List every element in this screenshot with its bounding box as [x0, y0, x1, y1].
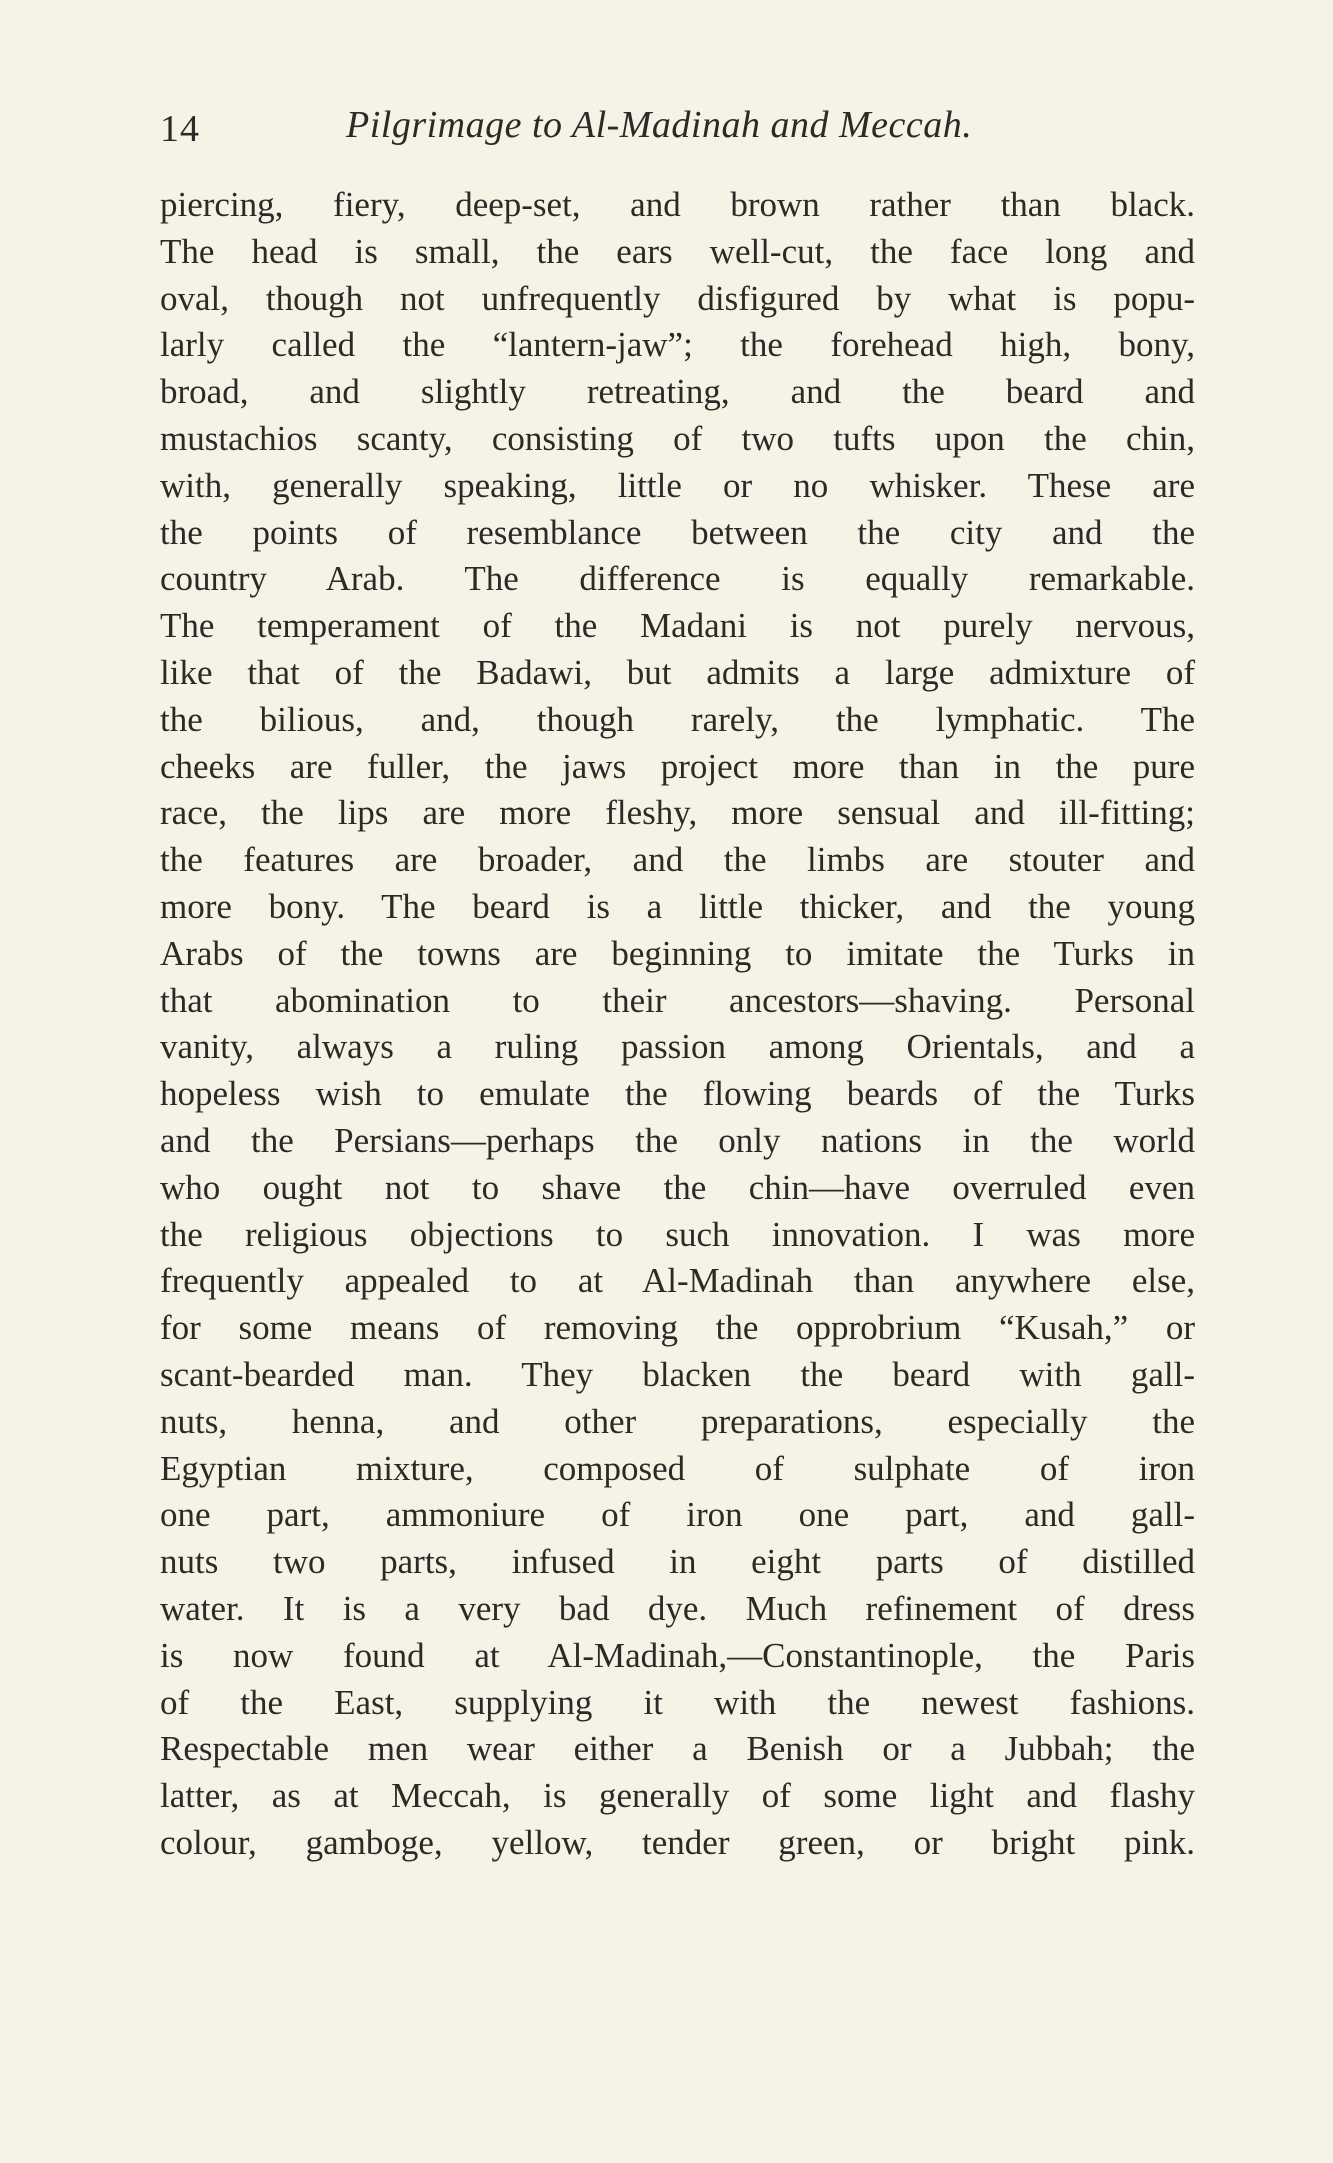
- page-header: [160, 103, 1190, 163]
- text-line: scant-bearded man. They blacken the beard with gall-: [160, 1354, 1195, 1394]
- body-text: [160, 182, 1195, 1867]
- text-line: oval, though not unfrequently disfigured by what is popu-: [160, 278, 1195, 318]
- text-line: Respectable men wear either a Benish or a Jubbah; the: [160, 1729, 1195, 1769]
- text-line: the features are broader, and the limbs are stouter and: [160, 840, 1195, 880]
- text-line: the religious objections to such innovation. I was more: [160, 1214, 1195, 1254]
- text-line: nuts two parts, infused in eight parts of distilled: [160, 1542, 1195, 1582]
- text-line: latter, as at Meccah, is generally of some light and flashy: [160, 1776, 1195, 1816]
- text-line: larly called the “lantern-jaw”; the forehead high, bony,: [160, 325, 1195, 365]
- text-line: for some means of removing the opprobrium “Kusah,” or: [160, 1308, 1195, 1348]
- text-line: nuts, henna, and other preparations, especially the: [160, 1401, 1195, 1441]
- text-line: race, the lips are more fleshy, more sensual and ill-fitting;: [160, 793, 1195, 833]
- text-line: cheeks are fuller, the jaws project more than in the pure: [160, 746, 1195, 786]
- text-line: like that of the Badawi, but admits a large admixture of: [160, 652, 1195, 692]
- text-line: with, generally speaking, little or no whisker. These are: [160, 465, 1195, 505]
- text-line: hopeless wish to emulate the flowing beards of the Turks: [160, 1074, 1195, 1114]
- text-line: that abomination to their ancestors—shaving. Personal: [160, 980, 1195, 1020]
- text-line: broad, and slightly retreating, and the beard and: [160, 372, 1195, 412]
- text-line: vanity, always a ruling passion among Orientals, and a: [160, 1027, 1195, 1067]
- text-line: Egyptian mixture, composed of sulphate of iron: [160, 1448, 1195, 1488]
- text-line: mustachios scanty, consisting of two tufts upon the chin,: [160, 418, 1195, 458]
- text-line: one part, ammoniure of iron one part, and gall-: [160, 1495, 1195, 1535]
- text-line: the bilious, and, though rarely, the lymphatic. The: [160, 699, 1195, 739]
- text-line: piercing, fiery, deep-set, and brown rather than black.: [160, 185, 1195, 224]
- text-line: and the Persians—perhaps the only nations in the world: [160, 1120, 1195, 1160]
- text-line: The head is small, the ears well-cut, the face long and: [160, 231, 1195, 271]
- text-line: colour, gamboge, yellow, tender green, or bright pink.: [160, 1822, 1195, 1862]
- text-line: Arabs of the towns are beginning to imitate the Turks in: [160, 933, 1195, 973]
- text-line: frequently appealed to at Al-Madinah than anywhere else,: [160, 1261, 1195, 1301]
- text-line: is now found at Al-Madinah,—Constantinople, the Paris: [160, 1635, 1195, 1675]
- page-number: 14: [160, 108, 200, 150]
- text-line: more bony. The beard is a little thicker, and the young: [160, 886, 1195, 926]
- text-line: of the East, supplying it with the newest fashions.: [160, 1682, 1195, 1722]
- text-line: The temperament of the Madani is not purely nervous,: [160, 606, 1195, 646]
- text-line: water. It is a very bad dye. Much refinement of dress: [160, 1588, 1195, 1628]
- text-line: country Arab. The difference is equally remarkable.: [160, 559, 1195, 599]
- text-line: who ought not to shave the chin—have overruled even: [160, 1167, 1195, 1207]
- text-line: the points of resemblance between the city and the: [160, 512, 1195, 552]
- running-title: Pilgrimage to Al-Madinah and Meccah.: [346, 104, 973, 146]
